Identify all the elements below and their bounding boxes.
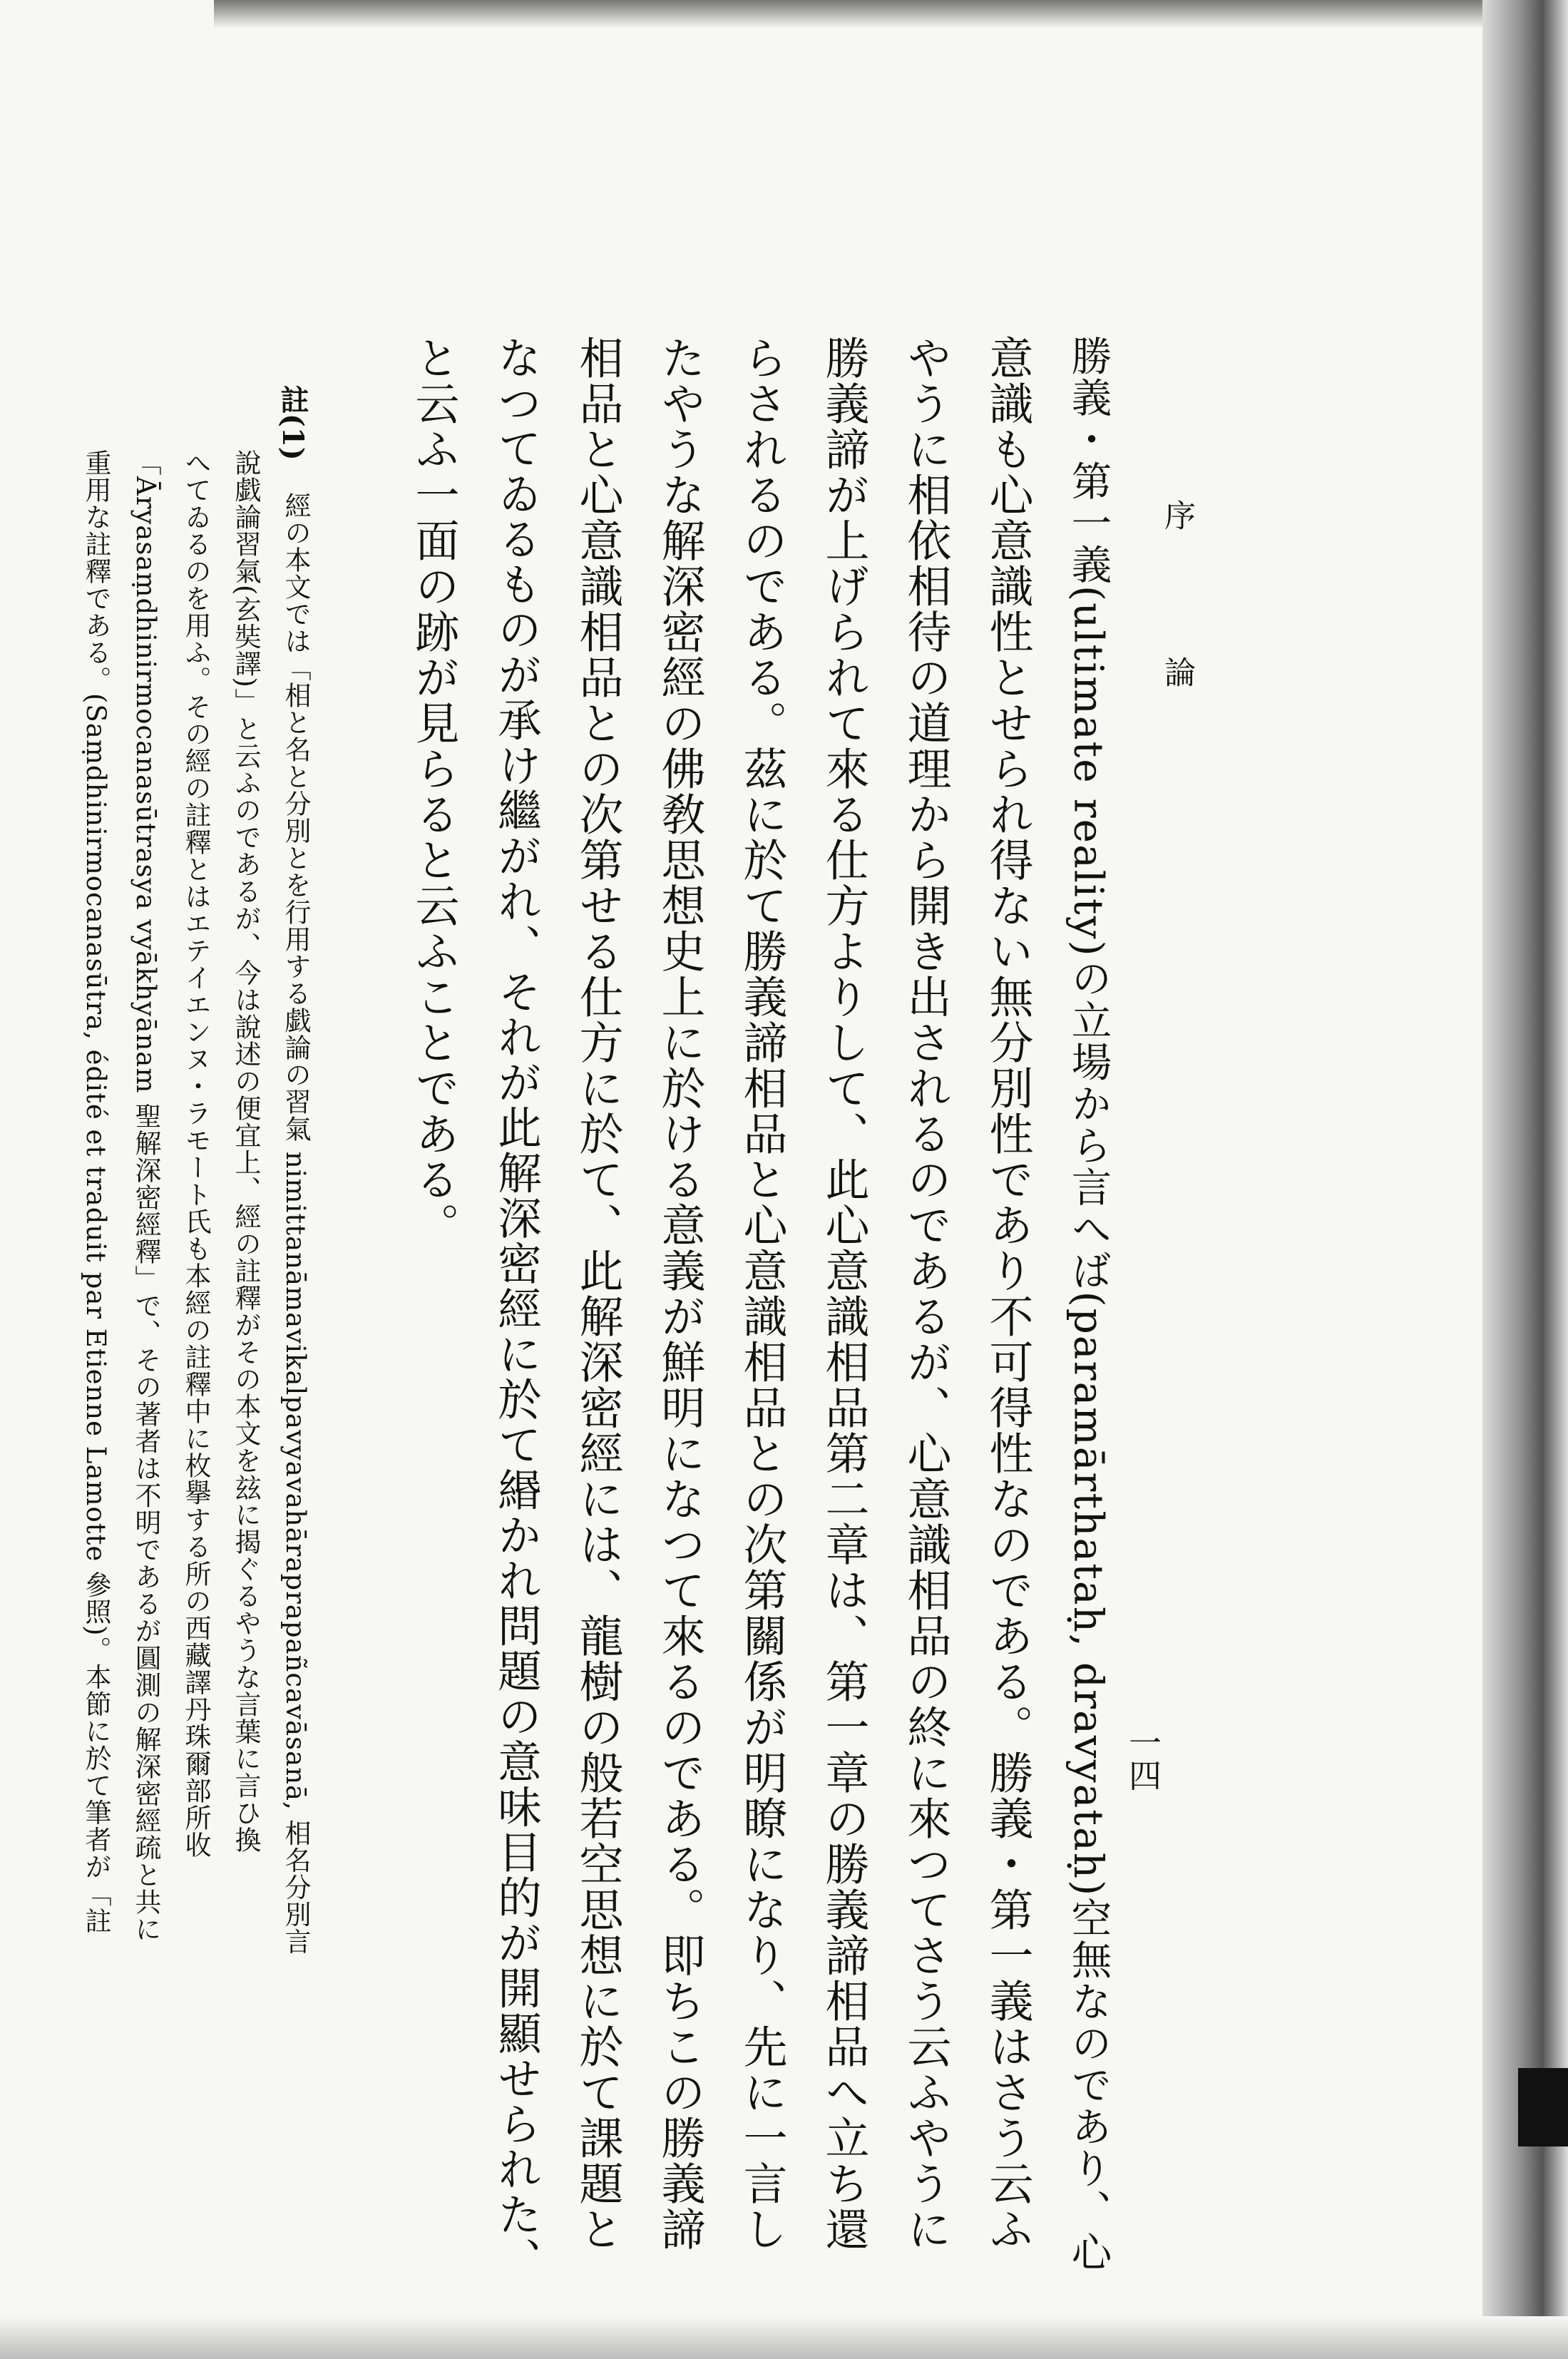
main-text-line-3: やうに相依相待の道理から開き出されるのであるが、心意識相品の終に來つてさう云ふやうに	[900, 335, 952, 2252]
main-text-line-5: らされるのである。茲に於て勝義諦相品と心意識相品との次第關係が明瞭になり、先に一言し	[736, 335, 788, 2252]
note-label: 註(1)	[276, 385, 309, 461]
note-line-3: へてゐるのを用ふ。その經の註釋とはエテイエンヌ・ラモート氏も本經の註釋中に枚擧する所の西藏譯丹珠爾部所收	[180, 449, 211, 1858]
main-text-line-2: 意識も心意識性とせられ得ない無分別性であり不可得性なのである。勝義・第一義はさう云ふ	[982, 335, 1034, 2252]
running-title-2: 論	[1159, 656, 1195, 687]
bottom-shadow	[0, 2316, 1568, 2359]
main-text-line-9: と云ふ一面の跡が見らると云ふことである。	[408, 335, 460, 1248]
note-line-1: 經の本文では「相と名と分別とを行用する戯論の習氣 nimittanāmavikalpavyavahāraprapañcavāsanā, 相名分別言	[280, 492, 311, 1955]
page-number: 一四	[1124, 1726, 1162, 1791]
note-line-2: 說戯論習氣(玄奘譯)」と云ふのであるが、今は說述の便宜上、經の註釋がその本文を玆に揭ぐるやうな言葉に言ひ換	[230, 449, 261, 1853]
note-line-4: 「Āryasaṃdhinirmocanasūtrasya vyākhyānam 聖解深密經釋」で、その著者は不明であるが圓測の解深密經疏と共に	[130, 449, 161, 1943]
main-text-line-8: なつてゐるものが承け繼がれ、それが此解深密經に於て緡かれ問題の意味目的が開顯せられた、	[490, 335, 542, 2283]
book-binding-edge	[1482, 0, 1568, 2359]
running-title-1: 序	[1159, 499, 1195, 531]
main-text-line-7: 相品と心意識相品との次第せる仕方に於て、此解深密經には、龍樹の般若空思想に於て課題と	[572, 335, 624, 2252]
main-text-line-4: 勝義諦が上げられて來る仕方よりして、此心意識相品第二章は、第一章の勝義諦相品へ立ち還	[818, 335, 870, 2252]
main-text-line-1: 勝義・第一義(ultimate reality)の立場から言へば(paramārthataḥ, dravyataḥ)空無なのであり、心	[1065, 335, 1112, 2273]
main-text-line-6: たやうな解深密經の佛敎思想史上に於ける意義が鮮明になつて來るのである。即ちこの勝義諦	[654, 335, 706, 2252]
black-tab-marker	[1518, 2068, 1568, 2146]
top-shadow	[214, 0, 1554, 29]
note-line-5: 重用な註釋である。(Saṃdhinirmocanasūtra, édité et traduit par Etienne Lamotte 參照)。本節に於て筆者が「註	[81, 449, 111, 1935]
